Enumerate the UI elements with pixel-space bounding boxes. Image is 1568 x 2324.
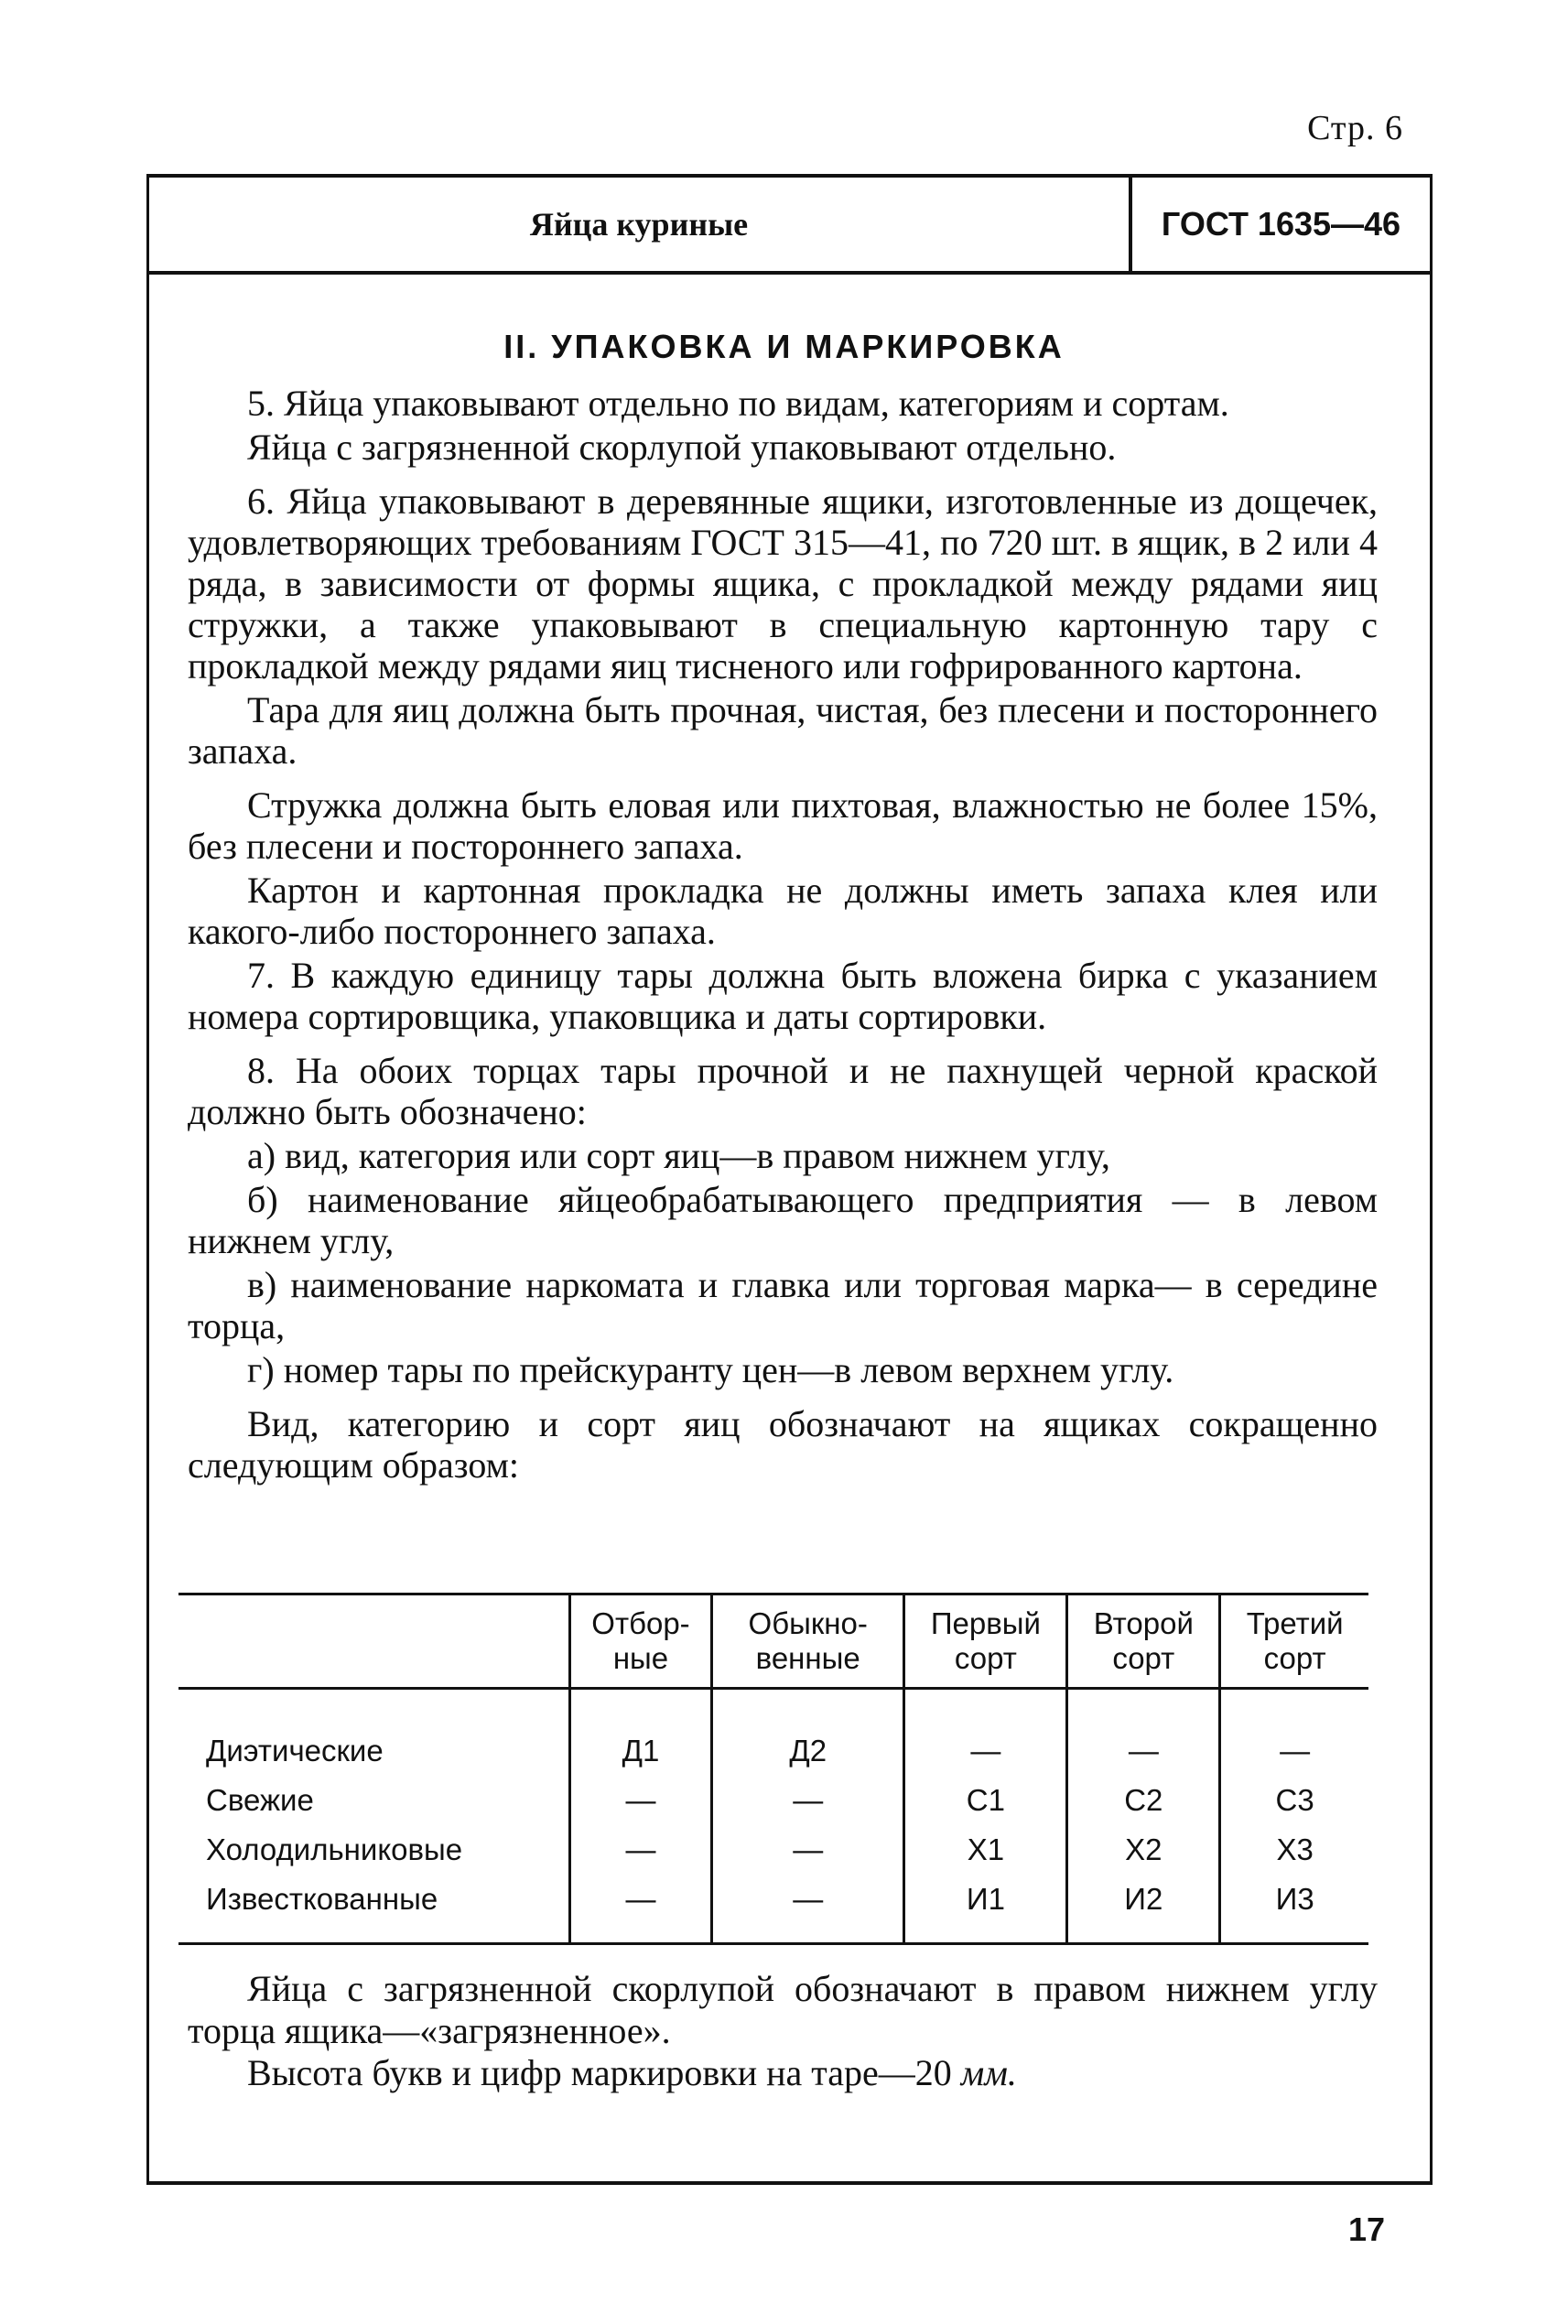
paragraph-5: 5. Яйца упаковывают отдельно по видам, категориям и сортам. <box>247 383 1229 424</box>
table-cell: — <box>711 1825 903 1875</box>
footer-rule <box>146 2181 1433 2185</box>
table-cell: С2 <box>1067 1776 1220 1825</box>
table-header-cell: Первый сорт <box>904 1594 1067 1689</box>
paragraph-7: 7. В каждую единицу тары должна быть вложена бирка с указанием номера сортировщика, упаковщика и даты сортировки. <box>188 955 1378 1037</box>
table-row <box>178 1689 1368 1777</box>
paragraph-8e: Вид, категорию и сорт яиц обозначают на ящиках сокращенно следующим образом: <box>188 1403 1378 1486</box>
paragraph-8: 8. На обоих торцах тары прочной и не пахнущей черной краской должно быть обозначено: <box>188 1050 1378 1132</box>
letter-height-text: Высота букв и цифр маркировки на таре—20 <box>247 2052 961 2093</box>
paragraph-6d: Картон и картонная прокладка не должны иметь запаха клея или какого-либо постороннего запаха. <box>188 870 1378 952</box>
table-cell: — <box>1067 1689 1220 1777</box>
frame-right-border <box>1430 275 1433 2183</box>
table-cell: Д1 <box>570 1689 712 1777</box>
table-header-cell: Второй сорт <box>1067 1594 1220 1689</box>
table-cell: Х2 <box>1067 1825 1220 1875</box>
table-header-row <box>178 1594 1368 1689</box>
page-number: 17 <box>1347 2211 1385 2248</box>
marking-table-wrap <box>178 1593 1368 1945</box>
table-cell: И1 <box>904 1875 1067 1944</box>
table-cell: — <box>711 1875 903 1944</box>
table-cell: Свежие <box>206 1783 314 1817</box>
table-cell: Х1 <box>904 1825 1067 1875</box>
table-cell: И3 <box>1220 1875 1368 1944</box>
table-cell: С3 <box>1220 1776 1368 1825</box>
unit-mm: мм. <box>960 2052 1017 2093</box>
paragraph-6: 6. Яйца упаковывают в деревянные ящики, изготовленные из дощечек, удовлетворяющих требованиям ГОСТ 315—41, по 720 шт. в ящик, в 2 или 4 ряда, в зависимости от формы ящика, с прокладкой между рядами яиц стружки, а также упаковывают в специальную картонную тару с прокладкой между рядами яиц тисненого или гофрированного картона. <box>188 481 1378 686</box>
table-header-cell: Обыкно-венные <box>711 1594 903 1689</box>
table-header-cell: Отбор-ные <box>570 1594 712 1689</box>
table-cell: Х3 <box>1220 1825 1368 1875</box>
table-cell: Д2 <box>711 1689 903 1777</box>
standard-code: ГОСТ 1635—46 <box>1161 205 1401 243</box>
table-cell: С1 <box>904 1776 1067 1825</box>
table-cell: — <box>1220 1689 1368 1777</box>
body-text <box>188 383 1378 1488</box>
paragraph-letter-height <box>188 2052 1378 2094</box>
header-title: Яйца куриные <box>529 206 749 243</box>
table-header-cell: Третий сорт <box>1220 1594 1368 1689</box>
table-cell: — <box>711 1776 903 1825</box>
paragraph-5b: Яйца с загрязненной скорлупой упаковывают отдельно. <box>247 427 1117 468</box>
table-cell: — <box>570 1875 712 1944</box>
section-title: II. УПАКОВКА И МАРКИРОВКА <box>503 328 1065 365</box>
paragraph-8d: г) номер тары по прейскуранту цен—в левом верхнем углу. <box>247 1349 1174 1390</box>
table-cell: — <box>570 1776 712 1825</box>
table-row <box>178 1875 1368 1944</box>
table-cell: — <box>570 1825 712 1875</box>
paragraph-6b: Тара для яиц должна быть прочная, чистая, без плесени и постороннего запаха. <box>188 689 1378 772</box>
table-cell: Диэтические <box>206 1734 384 1767</box>
table-row <box>178 1776 1368 1825</box>
table-cell: — <box>904 1689 1067 1777</box>
page-label: Стр. 6 <box>1307 109 1403 147</box>
frame-left-border <box>146 275 149 2183</box>
paragraph-dirty-shell: Яйца с загрязненной скорлупой обозначают в правом нижнем углу торца ящика—«загрязненное». <box>188 1968 1378 2051</box>
document-header <box>146 174 1433 275</box>
paragraph-8a: а) вид, категория или сорт яиц—в правом нижнем углу, <box>247 1135 1110 1176</box>
paragraph-8b: б) наименование яйцеобрабатывающего предприятия — в левом нижнем углу, <box>188 1179 1378 1261</box>
paragraph-8c: в) наименование наркомата и главка или торговая марка— в середине торца, <box>188 1264 1378 1346</box>
closing-text <box>188 1968 1378 2094</box>
table-header-cell <box>178 1594 570 1689</box>
table-cell: И2 <box>1067 1875 1220 1944</box>
paragraph-6c: Стружка должна быть еловая или пихтовая, влажностью не более 15%, без плесени и постороннего запаха. <box>188 784 1378 867</box>
table-row <box>178 1825 1368 1875</box>
marking-table <box>178 1593 1368 1945</box>
table-cell: Известкованные <box>178 1875 570 1944</box>
table-cell: Холодильниковые <box>206 1832 463 1866</box>
